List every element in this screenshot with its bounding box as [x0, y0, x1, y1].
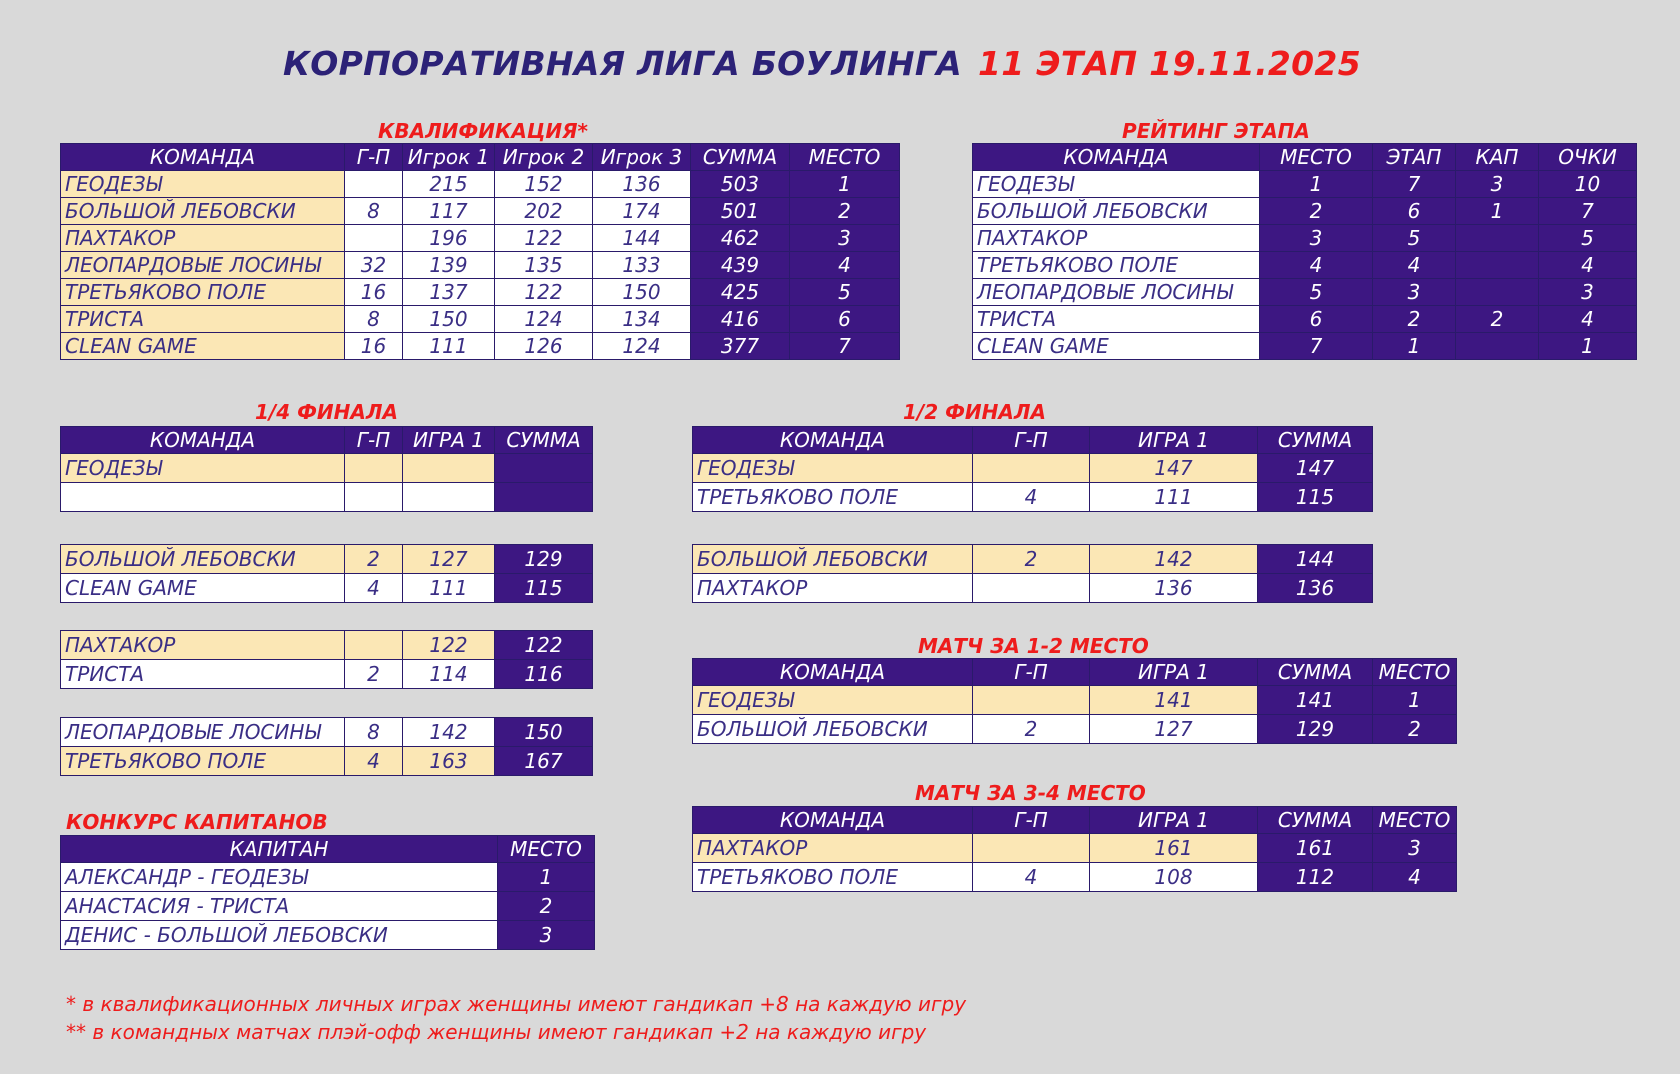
table-cell: 133: [593, 252, 691, 279]
table-cell: 137: [403, 279, 495, 306]
table-cell: 150: [593, 279, 691, 306]
table-row: [973, 279, 1637, 306]
table-cell: 8: [345, 198, 403, 225]
table-cell: [345, 631, 403, 660]
table-cell: ГЕОДЕЗЫ: [61, 454, 345, 483]
table-row: [973, 198, 1637, 225]
table-cell: 4: [1373, 863, 1457, 892]
table-cell: 32: [345, 252, 403, 279]
table-cell: 124: [495, 306, 593, 333]
table-cell: [345, 225, 403, 252]
table-cell: 136: [593, 171, 691, 198]
table-cell: 144: [593, 225, 691, 252]
table-cell: 141: [1090, 686, 1258, 715]
table-cell: 122: [403, 631, 495, 660]
semifinal-match-table: [692, 544, 1373, 603]
table-cell: 150: [495, 718, 593, 747]
table-row: [61, 483, 593, 512]
table-cell: 215: [403, 171, 495, 198]
table-cell: 2: [1260, 198, 1373, 225]
table-cell: 127: [1090, 715, 1258, 744]
table-cell: [973, 686, 1090, 715]
column-header: СУММА: [1258, 807, 1373, 834]
column-header: КОМАНДА: [61, 144, 345, 171]
table-cell: 5: [1373, 225, 1456, 252]
table-cell: ТРИСТА: [973, 306, 1260, 333]
table-cell: 3: [498, 921, 595, 950]
table-cell: 2: [1373, 715, 1457, 744]
column-header: Г-П: [345, 427, 403, 454]
table-cell: 163: [403, 747, 495, 776]
column-header: Г-П: [345, 144, 403, 171]
table-cell: 2: [345, 545, 403, 574]
table-cell: [345, 171, 403, 198]
table-cell: 439: [691, 252, 790, 279]
table-cell: CLEAN GAME: [61, 574, 345, 603]
captains-table: [60, 835, 595, 950]
table-cell: 2: [1373, 306, 1456, 333]
table-row: [973, 252, 1637, 279]
table-cell: 129: [495, 545, 593, 574]
table-cell: 108: [1090, 863, 1258, 892]
table-cell: 116: [495, 660, 593, 689]
table-cell: ГЕОДЕЗЫ: [61, 171, 345, 198]
table-row: [61, 454, 593, 483]
table-cell: ЛЕОПАРДОВЫЕ ЛОСИНЫ: [61, 718, 345, 747]
table-cell: ЛЕОПАРДОВЫЕ ЛОСИНЫ: [61, 252, 345, 279]
table-cell: [345, 454, 403, 483]
table-cell: 6: [1373, 198, 1456, 225]
table-row: [61, 545, 593, 574]
table-cell: 2: [345, 660, 403, 689]
table-row: [61, 198, 900, 225]
table-cell: 2: [973, 545, 1090, 574]
table-cell: ТРИСТА: [61, 306, 345, 333]
table-cell: ПАХТАКОР: [61, 225, 345, 252]
table-cell: 462: [691, 225, 790, 252]
table-cell: 136: [1090, 574, 1258, 603]
column-header: МЕСТО: [1373, 659, 1457, 686]
table-cell: 16: [345, 279, 403, 306]
table-row: [693, 483, 1373, 512]
table-cell: ЛЕОПАРДОВЫЕ ЛОСИНЫ: [973, 279, 1260, 306]
table-cell: 4: [790, 252, 900, 279]
table-cell: ПАХТАКОР: [693, 834, 973, 863]
league-title: КОРПОРАТИВНАЯ ЛИГА БОУЛИНГА: [283, 44, 962, 83]
table-cell: 112: [1258, 863, 1373, 892]
table-cell: ТРЕТЬЯКОВО ПОЛЕ: [973, 252, 1260, 279]
table-cell: 167: [495, 747, 593, 776]
table-cell: 141: [1258, 686, 1373, 715]
table-row: [973, 333, 1637, 360]
table-cell: 5: [790, 279, 900, 306]
table-cell: 117: [403, 198, 495, 225]
table-cell: 4: [973, 483, 1090, 512]
table-row: [973, 225, 1637, 252]
column-header: СУММА: [1258, 659, 1373, 686]
table-cell: 2: [498, 892, 595, 921]
table-cell: [973, 834, 1090, 863]
table-cell: 6: [1260, 306, 1373, 333]
table-cell: ТРЕТЬЯКОВО ПОЛЕ: [61, 747, 345, 776]
semifinal-match-table: [692, 426, 1373, 512]
table-cell: БОЛЬШОЙ ЛЕБОВСКИ: [61, 198, 345, 225]
column-header: КОМАНДА: [973, 144, 1260, 171]
table-cell: ПАХТАКОР: [973, 225, 1260, 252]
final12-table: [692, 658, 1457, 744]
table-cell: 127: [403, 545, 495, 574]
table-cell: 4: [1539, 306, 1637, 333]
table-cell: 111: [403, 574, 495, 603]
table-cell: [495, 454, 593, 483]
table-cell: 2: [790, 198, 900, 225]
table-row: [61, 333, 900, 360]
column-header: КОМАНДА: [693, 659, 973, 686]
table-cell: 150: [403, 306, 495, 333]
table-cell: [973, 454, 1090, 483]
table-cell: [1456, 252, 1539, 279]
column-header: КОМАНДА: [61, 427, 345, 454]
table-cell: АНАСТАСИЯ - ТРИСТА: [61, 892, 498, 921]
table-cell: 2: [1456, 306, 1539, 333]
column-header: ИГРА 1: [1090, 807, 1258, 834]
table-cell: 377: [691, 333, 790, 360]
table-cell: 111: [1090, 483, 1258, 512]
table-cell: 135: [495, 252, 593, 279]
column-header: Игрок 1: [403, 144, 495, 171]
table-row: [693, 574, 1373, 603]
table-cell: 122: [495, 225, 593, 252]
table-cell: 6: [790, 306, 900, 333]
table-cell: 1: [1539, 333, 1637, 360]
table-cell: 8: [345, 306, 403, 333]
table-cell: ПАХТАКОР: [61, 631, 345, 660]
table-cell: 501: [691, 198, 790, 225]
page-title: [283, 44, 1361, 83]
table-cell: CLEAN GAME: [973, 333, 1260, 360]
table-cell: 16: [345, 333, 403, 360]
table-cell: 202: [495, 198, 593, 225]
table-cell: 126: [495, 333, 593, 360]
table-cell: 5: [1260, 279, 1373, 306]
table-row: [973, 171, 1637, 198]
table-cell: 196: [403, 225, 495, 252]
table-row: [61, 225, 900, 252]
table-cell: 4: [345, 574, 403, 603]
table-cell: ТРЕТЬЯКОВО ПОЛЕ: [693, 483, 973, 512]
column-header: Г-П: [973, 659, 1090, 686]
table-cell: 115: [1258, 483, 1373, 512]
table-cell: 111: [403, 333, 495, 360]
quarterfinal-match-table: [60, 717, 593, 776]
table-cell: 8: [345, 718, 403, 747]
rating-table: [972, 143, 1637, 360]
table-row: [693, 863, 1457, 892]
table-row: [61, 921, 595, 950]
table-row: [61, 306, 900, 333]
table-cell: ГЕОДЕЗЫ: [693, 454, 973, 483]
table-cell: 144: [1258, 545, 1373, 574]
table-cell: [1456, 333, 1539, 360]
table-cell: 134: [593, 306, 691, 333]
table-cell: 136: [1258, 574, 1373, 603]
table-cell: БОЛЬШОЙ ЛЕБОВСКИ: [61, 545, 345, 574]
table-cell: [345, 483, 403, 512]
table-cell: БОЛЬШОЙ ЛЕБОВСКИ: [693, 715, 973, 744]
table-cell: [1456, 279, 1539, 306]
table-cell: [495, 483, 593, 512]
table-cell: 4: [1539, 252, 1637, 279]
table-cell: 4: [1373, 252, 1456, 279]
column-header: МЕСТО: [498, 836, 595, 863]
table-cell: БОЛЬШОЙ ЛЕБОВСКИ: [693, 545, 973, 574]
table-cell: 161: [1258, 834, 1373, 863]
column-header: СУММА: [495, 427, 593, 454]
table-row: [61, 631, 593, 660]
table-cell: 139: [403, 252, 495, 279]
table-cell: 4: [1260, 252, 1373, 279]
table-cell: 129: [1258, 715, 1373, 744]
table-row: [61, 279, 900, 306]
column-header: Игрок 3: [593, 144, 691, 171]
table-cell: 1: [1373, 333, 1456, 360]
table-cell: 3: [790, 225, 900, 252]
column-header: ИГРА 1: [403, 427, 495, 454]
rating-title: РЕЙТИНГ ЭТАПА: [1122, 119, 1310, 143]
table-cell: 3: [1456, 171, 1539, 198]
table-row: [61, 252, 900, 279]
table-cell: 416: [691, 306, 790, 333]
column-header: ИГРА 1: [1090, 427, 1258, 454]
table-cell: 7: [790, 333, 900, 360]
column-header: СУММА: [1258, 427, 1373, 454]
final12-title: МАТЧ ЗА 1-2 МЕСТО: [918, 634, 1149, 658]
stage-title: 11 ЭТАП 19.11.2025: [978, 44, 1361, 83]
column-header: МЕСТО: [1260, 144, 1373, 171]
table-row: [693, 686, 1457, 715]
table-row: [693, 454, 1373, 483]
table-row: [61, 171, 900, 198]
table-cell: АЛЕКСАНДР - ГЕОДЕЗЫ: [61, 863, 498, 892]
table-cell: 3: [1539, 279, 1637, 306]
column-header: Игрок 2: [495, 144, 593, 171]
table-cell: ДЕНИС - БОЛЬШОЙ ЛЕБОВСКИ: [61, 921, 498, 950]
table-row: [693, 715, 1457, 744]
table-cell: 4: [973, 863, 1090, 892]
table-cell: 147: [1090, 454, 1258, 483]
column-header: Г-П: [973, 427, 1090, 454]
table-cell: ТРИСТА: [61, 660, 345, 689]
table-cell: 7: [1260, 333, 1373, 360]
table-cell: [403, 454, 495, 483]
table-cell: 7: [1539, 198, 1637, 225]
table-cell: 174: [593, 198, 691, 225]
table-cell: [973, 574, 1090, 603]
qualification-title: КВАЛИФИКАЦИЯ*: [378, 119, 588, 143]
column-header: КОМАНДА: [693, 807, 973, 834]
table-cell: 503: [691, 171, 790, 198]
table-cell: 114: [403, 660, 495, 689]
column-header: ОЧКИ: [1539, 144, 1637, 171]
table-cell: 161: [1090, 834, 1258, 863]
table-cell: 1: [1373, 686, 1457, 715]
column-header: ЭТАП: [1373, 144, 1456, 171]
footnote-playoff: ** в командных матчах плэй-офф женщины имеют гандикап +2 на каждую игру: [66, 1020, 927, 1044]
table-cell: 1: [498, 863, 595, 892]
table-cell: [1456, 225, 1539, 252]
table-cell: 1: [790, 171, 900, 198]
table-cell: 3: [1373, 279, 1456, 306]
table-cell: ТРЕТЬЯКОВО ПОЛЕ: [61, 279, 345, 306]
column-header: КАП: [1456, 144, 1539, 171]
table-cell: 2: [973, 715, 1090, 744]
table-cell: [61, 483, 345, 512]
table-cell: ГЕОДЕЗЫ: [973, 171, 1260, 198]
table-row: [61, 863, 595, 892]
table-cell: 3: [1373, 834, 1457, 863]
table-cell: БОЛЬШОЙ ЛЕБОВСКИ: [973, 198, 1260, 225]
table-cell: 5: [1539, 225, 1637, 252]
quarterfinal-match-table: [60, 630, 593, 689]
column-header: Г-П: [973, 807, 1090, 834]
column-header: КОМАНДА: [693, 427, 973, 454]
column-header: МЕСТО: [1373, 807, 1457, 834]
table-cell: 152: [495, 171, 593, 198]
table-cell: 142: [403, 718, 495, 747]
table-cell: ГЕОДЕЗЫ: [693, 686, 973, 715]
table-cell: 122: [495, 631, 593, 660]
table-row: [61, 892, 595, 921]
column-header: СУММА: [691, 144, 790, 171]
qualification-table: [60, 143, 900, 360]
table-row: [693, 834, 1457, 863]
table-cell: 4: [345, 747, 403, 776]
table-cell: [403, 483, 495, 512]
table-row: [693, 545, 1373, 574]
table-row: [973, 306, 1637, 333]
table-cell: 7: [1373, 171, 1456, 198]
table-cell: 1: [1260, 171, 1373, 198]
column-header: ИГРА 1: [1090, 659, 1258, 686]
table-cell: 10: [1539, 171, 1637, 198]
table-cell: 124: [593, 333, 691, 360]
table-cell: ПАХТАКОР: [693, 574, 973, 603]
table-cell: 1: [1456, 198, 1539, 225]
column-header: МЕСТО: [790, 144, 900, 171]
table-cell: 147: [1258, 454, 1373, 483]
quarterfinal-match-table: [60, 426, 593, 512]
semifinal-title: 1/2 ФИНАЛА: [903, 400, 1046, 424]
footnote-qualification: * в квалификационных личных играх женщины имеют гандикап +8 на каждую игру: [66, 992, 967, 1016]
quarterfinal-title: 1/4 ФИНАЛА: [255, 400, 398, 424]
table-row: [61, 660, 593, 689]
column-header: КАПИТАН: [61, 836, 498, 863]
captains-title: КОНКУРС КАПИТАНОВ: [66, 810, 328, 834]
table-cell: 425: [691, 279, 790, 306]
table-row: [61, 747, 593, 776]
final34-table: [692, 806, 1457, 892]
table-cell: 115: [495, 574, 593, 603]
final34-title: МАТЧ ЗА 3-4 МЕСТО: [915, 781, 1146, 805]
table-row: [61, 718, 593, 747]
table-cell: 142: [1090, 545, 1258, 574]
table-cell: CLEAN GAME: [61, 333, 345, 360]
table-cell: 3: [1260, 225, 1373, 252]
table-cell: 122: [495, 279, 593, 306]
table-cell: ТРЕТЬЯКОВО ПОЛЕ: [693, 863, 973, 892]
table-row: [61, 574, 593, 603]
quarterfinal-match-table: [60, 544, 593, 603]
